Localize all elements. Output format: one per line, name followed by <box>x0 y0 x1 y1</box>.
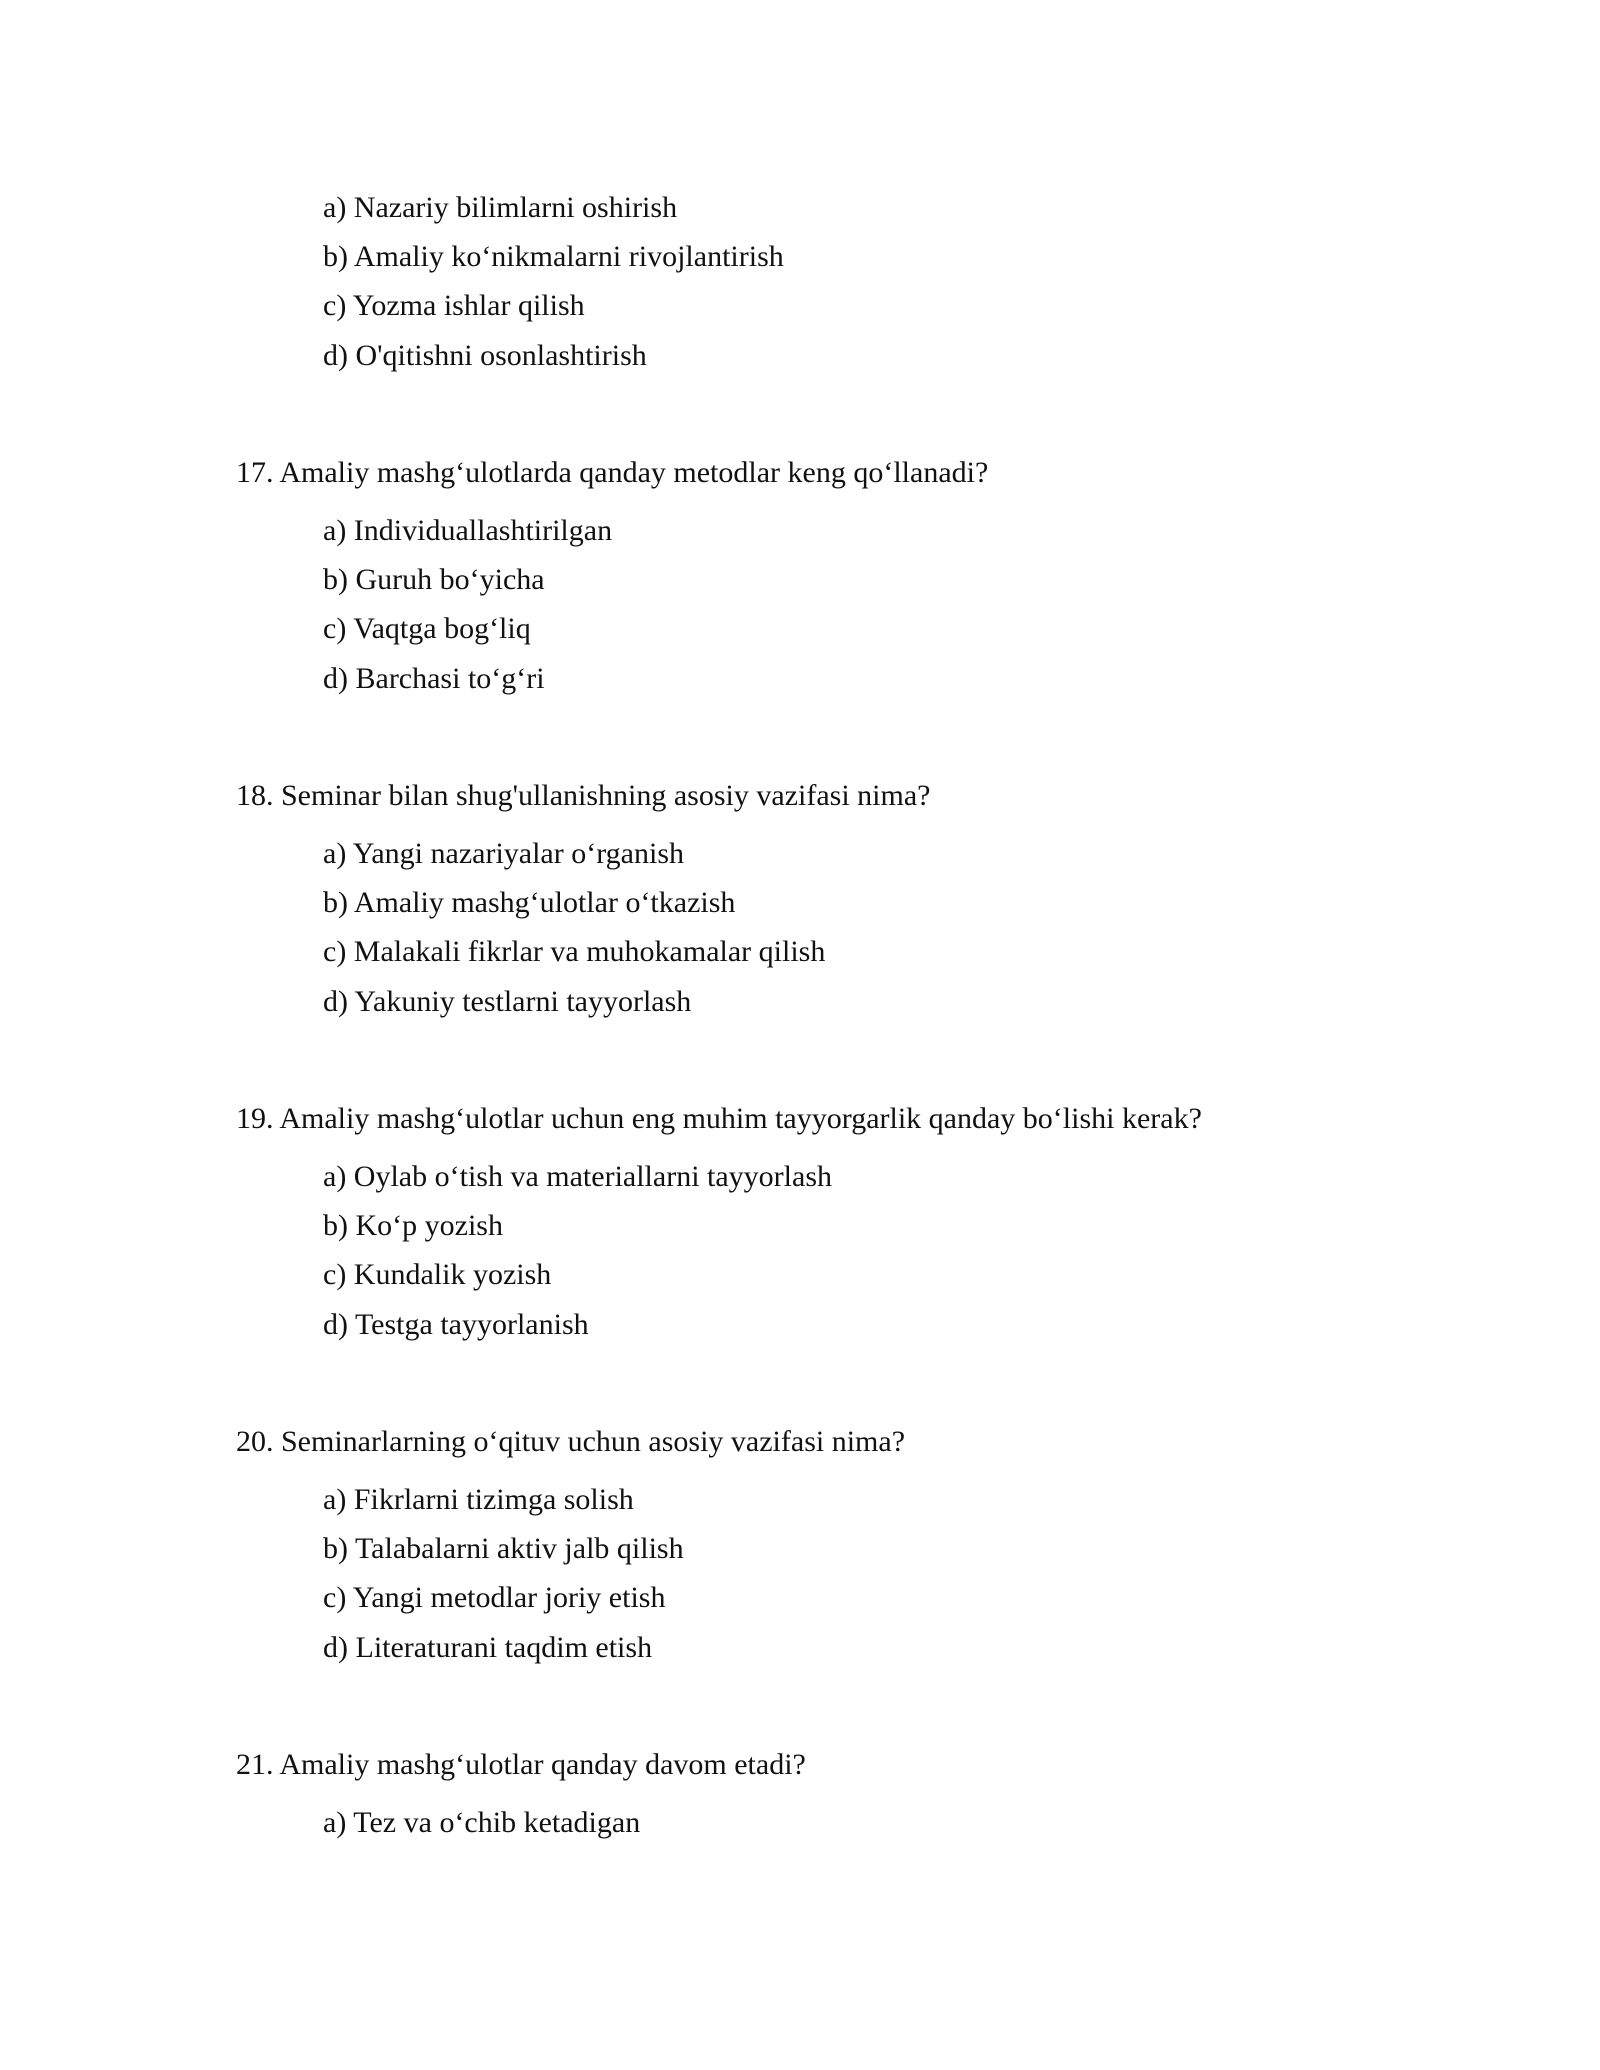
question-17-option-a: a) Individuallashtirilgan <box>323 514 613 547</box>
question-21-option-a: a) Tez va o‘chib ketadigan <box>323 1806 641 1839</box>
prev-option-d: d) O'qitishni osonlashtirish <box>323 339 647 372</box>
question-18-option-c: c) Malakali fikrlar va muhokamalar qilish <box>323 935 826 968</box>
question-18: 18. Seminar bilan shug'ullanishning asosiy vazifasi nima? <box>236 779 931 812</box>
question-19-option-b: b) Ko‘p yozish <box>323 1209 503 1242</box>
prev-option-c: c) Yozma ishlar qilish <box>323 289 585 322</box>
question-17-option-b: b) Guruh bo‘yicha <box>323 563 545 596</box>
question-17: 17. Amaliy mashg‘ulotlarda qanday metodlar keng qo‘llanadi? <box>236 456 989 489</box>
question-20-option-c: c) Yangi metodlar joriy etish <box>323 1581 666 1614</box>
question-20-option-d: d) Literaturani taqdim etish <box>323 1631 653 1664</box>
question-20: 20. Seminarlarning o‘qituv uchun asosiy vazifasi nima? <box>236 1425 906 1458</box>
question-20-option-b: b) Talabalarni aktiv jalb qilish <box>323 1532 684 1565</box>
question-20-option-a: a) Fikrlarni tizimga solish <box>323 1483 634 1516</box>
question-18-option-d: d) Yakuniy testlarni tayyorlash <box>323 985 692 1018</box>
prev-option-a: a) Nazariy bilimlarni oshirish <box>323 191 678 224</box>
question-19-option-d: d) Testga tayyorlanish <box>323 1308 589 1341</box>
prev-option-b: b) Amaliy ko‘nikmalarni rivojlantirish <box>323 240 784 273</box>
question-18-option-a: a) Yangi nazariyalar o‘rganish <box>323 837 684 870</box>
question-21: 21. Amaliy mashg‘ulotlar qanday davom etadi? <box>236 1748 806 1781</box>
question-19-option-c: c) Kundalik yozish <box>323 1258 552 1291</box>
question-17-option-c: c) Vaqtga bog‘liq <box>323 612 531 645</box>
question-19-option-a: a) Oylab o‘tish va materiallarni tayyorlash <box>323 1160 832 1193</box>
question-17-option-d: d) Barchasi to‘g‘ri <box>323 662 545 695</box>
question-19: 19. Amaliy mashg‘ulotlar uchun eng muhim tayyorgarlik qanday bo‘lishi kerak? <box>236 1102 1202 1135</box>
question-18-option-b: b) Amaliy mashg‘ulotlar o‘tkazish <box>323 886 736 919</box>
